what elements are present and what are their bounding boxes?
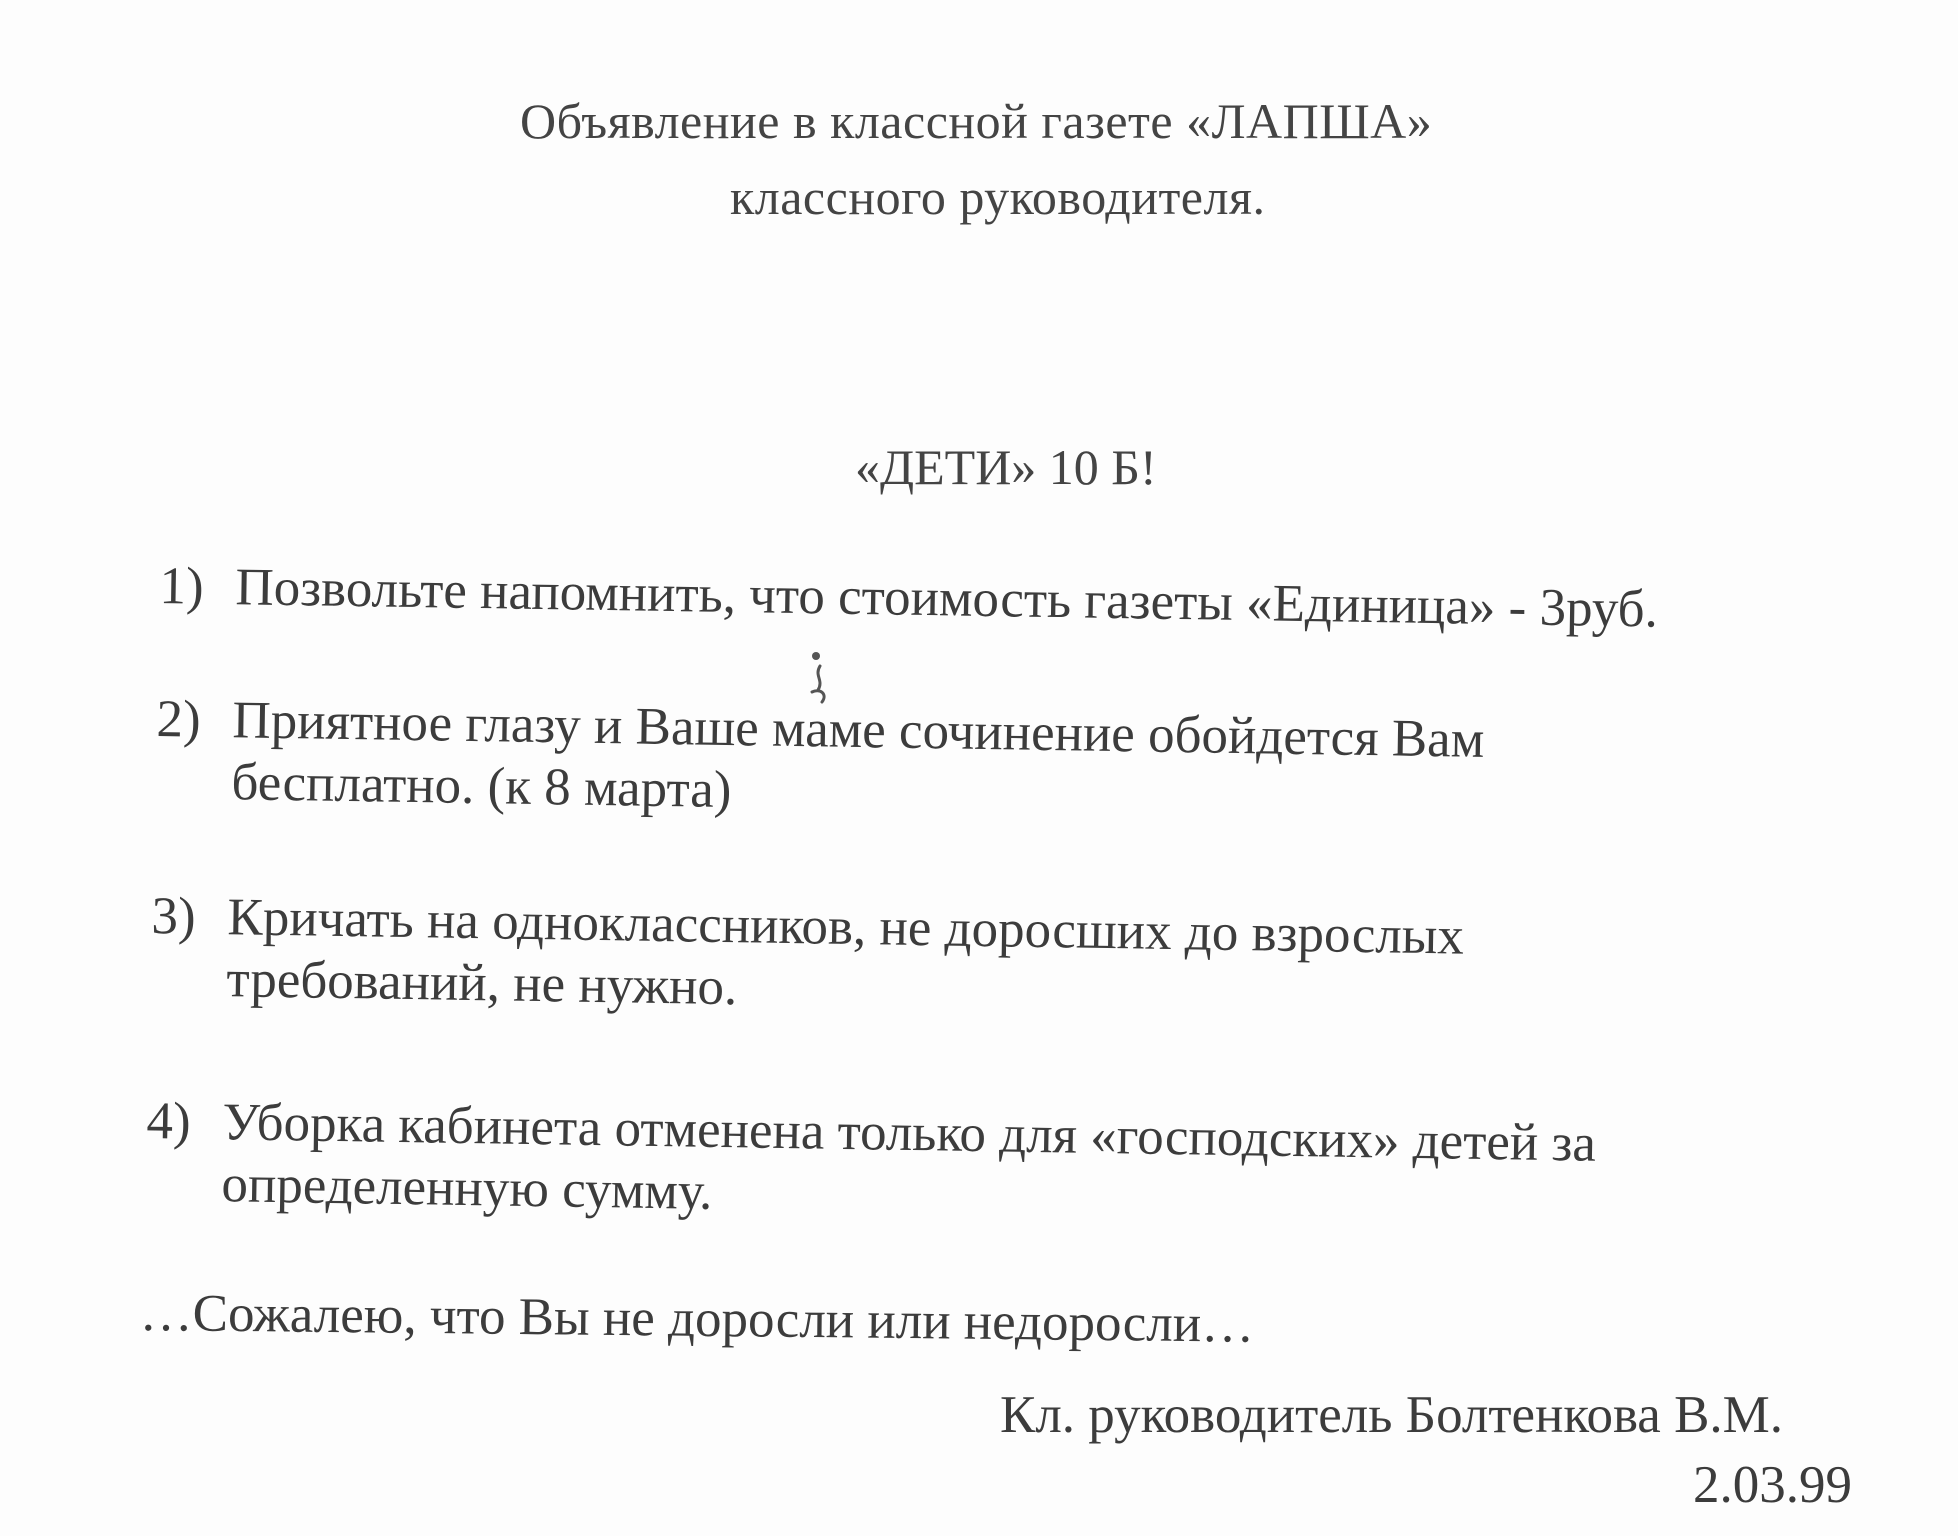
list-item-line: определенную сумму. xyxy=(221,1155,713,1221)
announcement-subtitle: классного руководителя. xyxy=(730,169,1266,225)
list-item-line: Приятное глазу и Ваше маме сочинение обойдется Вам xyxy=(232,691,1485,769)
list-item-line: Позвольте напомнить, что стоимость газеты «Единица» - 3руб. xyxy=(235,558,1659,639)
list-item-number: 3) xyxy=(151,886,197,946)
greeting: «ДЕТИ» 10 Б! xyxy=(855,439,1157,495)
list-item-text xyxy=(221,1091,1783,1239)
document-date: 2.03.99 xyxy=(1693,1456,1852,1514)
closing-remark: …Сожалею, что Вы не доросли или недоросли… xyxy=(139,1284,1255,1354)
list-item-text xyxy=(231,689,1793,837)
signature-line: Кл. руководитель Болтенкова В.М. xyxy=(1000,1386,1784,1444)
list-item-number: 4) xyxy=(146,1091,192,1151)
list-item-number: 2) xyxy=(156,689,202,749)
list-item-line: требований, не нужно. xyxy=(226,950,738,1017)
announcement-title: Объявление в классной газете «ЛАПША» xyxy=(520,93,1433,149)
list-item-number: 1) xyxy=(159,556,205,616)
list-item-line: Кричать на одноклассников, не доросших до взрослых xyxy=(227,888,1465,966)
list-item-text xyxy=(226,886,1788,1034)
list-item-line: бесплатно. (к 8 марта) xyxy=(231,753,732,820)
list-item-line: Уборка кабинета отменена только для «господских» детей за xyxy=(222,1093,1597,1173)
list-item-text xyxy=(235,556,1796,642)
